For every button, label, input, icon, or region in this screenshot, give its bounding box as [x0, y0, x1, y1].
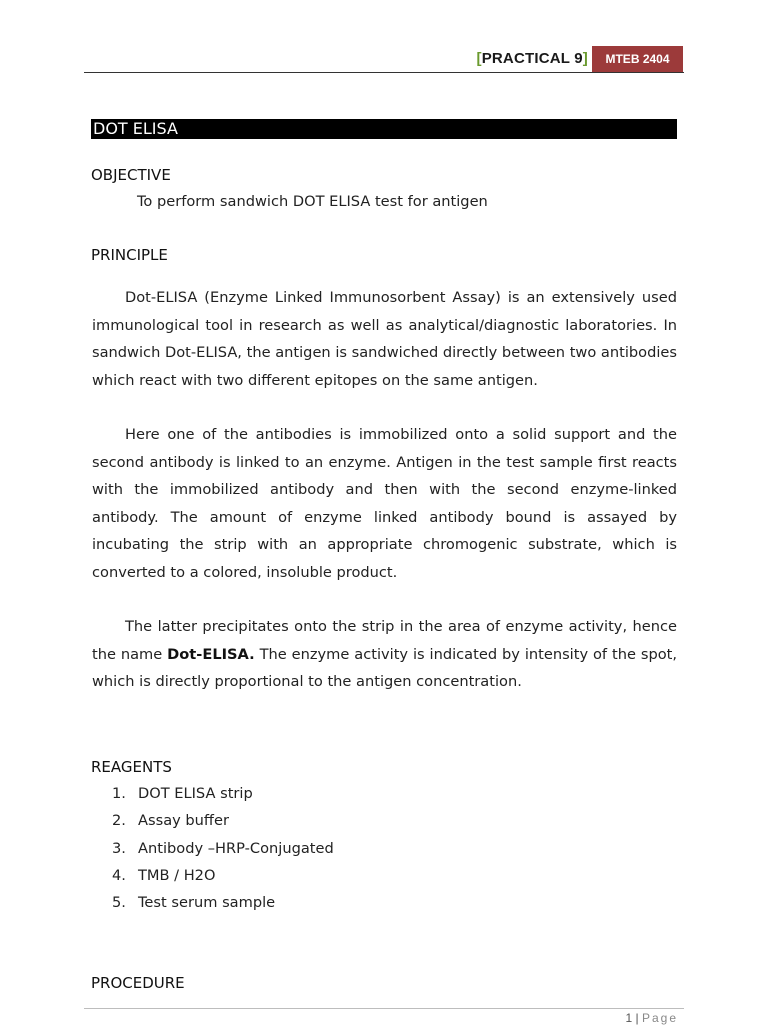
list-item [112, 891, 334, 918]
list-item [112, 782, 334, 809]
list-item-label: Assay buffer [138, 812, 229, 830]
para3-text-after: The enzyme activity is indicated by intensity of the spot, which is directly proportional to the antigen concentration. [92, 645, 677, 690]
bracket-close: ] [582, 50, 588, 67]
page-label: Page [641, 1011, 678, 1025]
list-item-number: 4. [112, 866, 126, 884]
reagents-list [112, 782, 334, 918]
reagents-heading: REAGENTS [91, 758, 172, 776]
list-item-number: 1. [112, 785, 126, 802]
page-header [0, 46, 768, 76]
list-item [112, 837, 334, 864]
practical-label [476, 50, 588, 67]
principle-paragraph-2: Here one of the antibodies is immobilized onto a solid support and the second antibody is linked to an enzyme. Antigen in the test sample first reacts with the immobilized antibody and then with the second enzyme-linked antibody. The amount of enzyme linked antibody bound is assayed by incubating the strip with an appropriate chromogenic substrate, which is converted to a colored, insoluble product. [92, 426, 677, 581]
list-item-number: 5. [112, 894, 126, 912]
list-item [112, 864, 334, 891]
page-separator: | [635, 1011, 639, 1025]
principle-paragraph-1: Dot-ELISA (Enzyme Linked Immunosorbent Assay) is an extensively used immunological tool in research as well as analytical/diagnostic laboratories. In sandwich Dot-ELISA, the antigen is sandwiched directly between two antibodies which react with two different epitopes on the same antigen. [92, 289, 677, 389]
course-code-badge: MTEB 2404 [592, 46, 683, 73]
list-item-label: DOT ELISA strip [138, 785, 253, 802]
para3-text-before: The latter precipitates onto the strip in the area of enzyme activity, hence the name [92, 618, 677, 663]
list-item-label: Test serum sample [138, 894, 276, 912]
document-title: DOT ELISA [91, 119, 677, 139]
footer-divider [84, 1008, 684, 1009]
practical-text: PRACTICAL 9 [481, 50, 583, 67]
list-item-number: 2. [112, 812, 126, 830]
objective-text: To perform sandwich DOT ELISA test for antigen [137, 193, 488, 210]
procedure-heading: PROCEDURE [91, 974, 185, 992]
header-divider [84, 72, 684, 73]
principle-heading: PRINCIPLE [91, 246, 168, 264]
principle-paragraph-3 [92, 613, 677, 696]
bracket-open: [ [476, 50, 482, 67]
page-number: 1 [625, 1011, 633, 1025]
list-item [112, 809, 334, 836]
objective-heading: OBJECTIVE [91, 166, 171, 184]
page-footer [625, 1011, 678, 1025]
list-item-number: 3. [112, 839, 126, 857]
list-item-label: TMB / H2O [138, 866, 216, 884]
para3-bold-term: Dot-ELISA. [167, 645, 255, 663]
list-item-label: Antibody –HRP-Conjugated [138, 839, 334, 857]
